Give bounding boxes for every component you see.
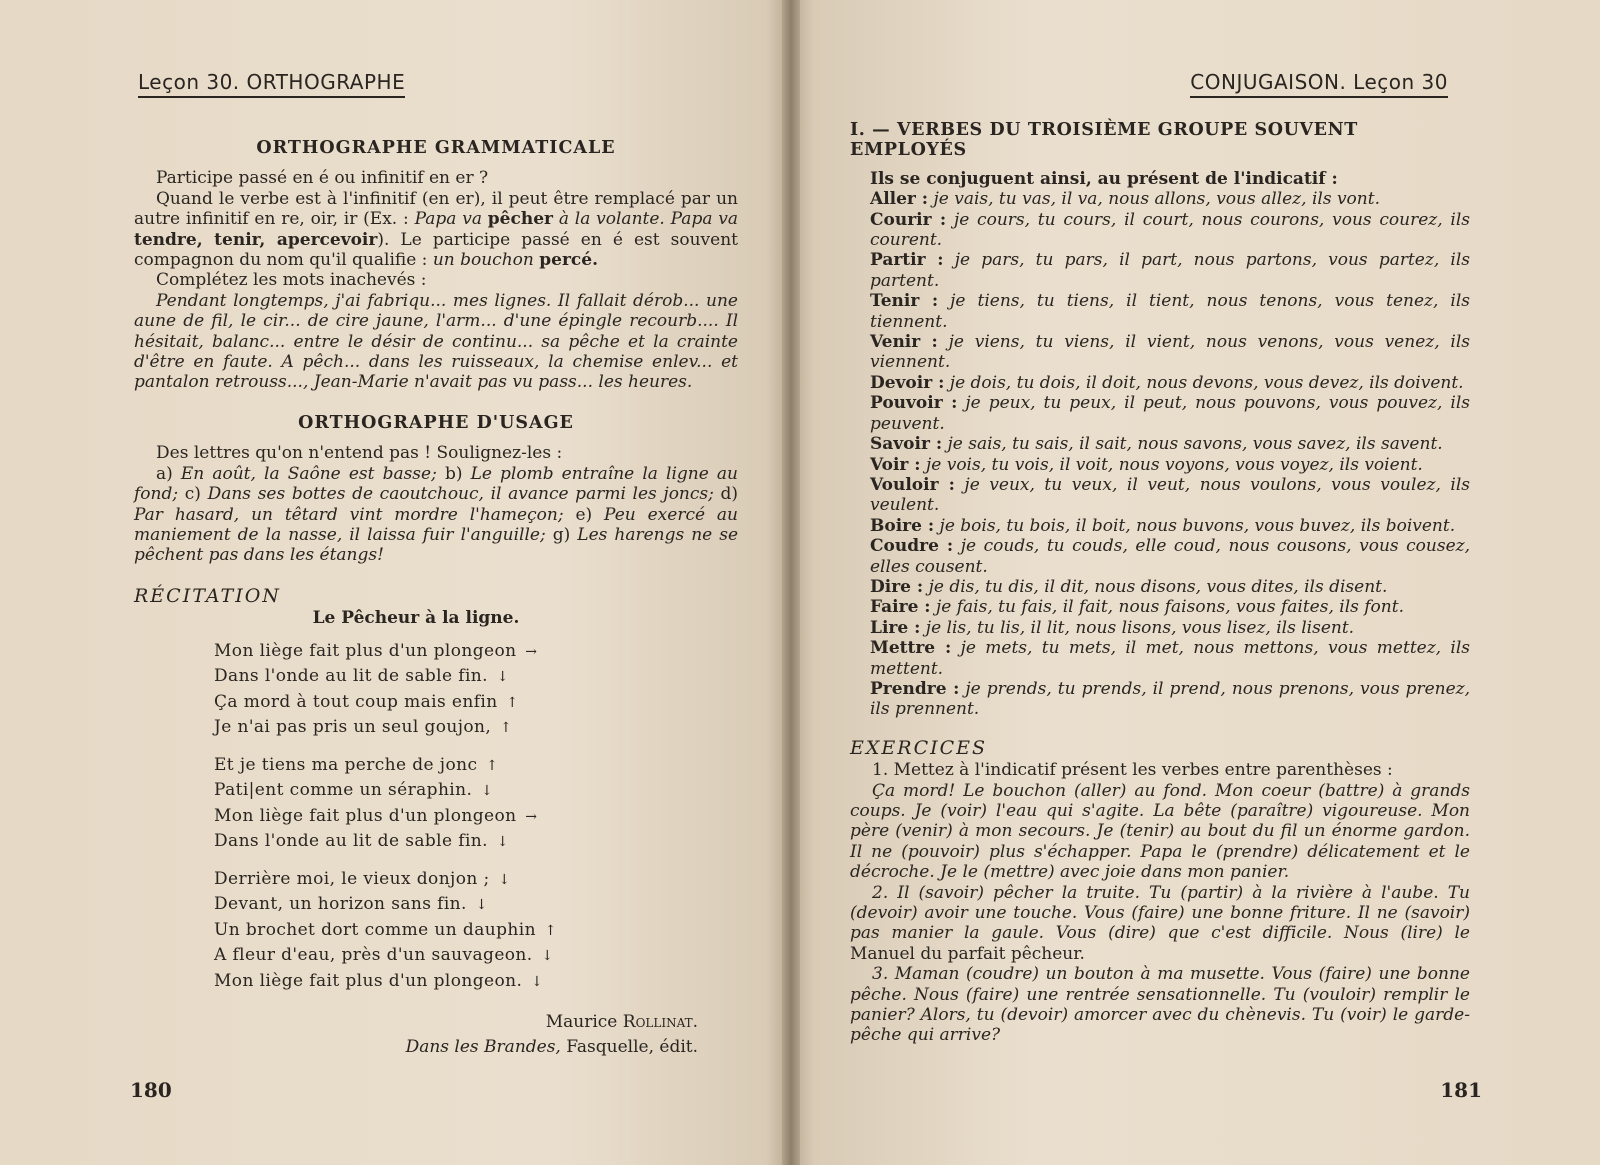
verb-conjugation: Faire : je fais, tu fais, il fait, nous faisons, vous faites, ils font.: [870, 597, 1404, 618]
arrow-right-icon: →: [525, 643, 538, 660]
rule-text-d: ). Le participe passé en é est souvent compagnon du nom qu'il qualifie :: [134, 229, 738, 271]
arrow-down-icon: ↓: [498, 871, 511, 888]
arrow-down-icon: ↓: [475, 897, 488, 914]
poem-verse: Ça mord à tout coup mais enfin ↑: [214, 690, 738, 716]
rule-text-e: percé.: [539, 250, 598, 271]
poem-verse: Devant, un horizon sans fin. ↓: [214, 892, 738, 918]
poem-verse: Pati|ent comme un séraphin. ↓: [214, 778, 738, 804]
verb-conjugation: Prendre : je prends, tu prends, il prend, nous prenons, vous prenez, ils prennent.: [870, 678, 1470, 720]
poem-verse: A fleur d'eau, près d'un sauvageon. ↓: [214, 943, 738, 969]
poem-verse: Mon liège fait plus d'un plongeon. ↓: [214, 969, 738, 995]
left-page: [0, 0, 790, 1165]
verb-conjugation: Venir : je viens, tu viens, il vient, nous venons, vous venez, ils viennent.: [870, 332, 1471, 373]
rule-text-b: pêcher: [487, 209, 553, 230]
rule-question: Participe passé en é ou infinitif en er ?: [156, 168, 489, 189]
book-gutter: [782, 0, 800, 1165]
verb-conjugation: Partir : je pars, tu pars, il part, nous partons, vous partez, ils partent.: [870, 250, 1470, 291]
rule-example-2: à la volante. Papa va: [558, 209, 739, 230]
exercise-3: 3. Maman (coudre) un bouton à ma musette. Vous (faire) une bonne pêche. Nous (faire) une rentrée sensationnelle. Tu (vouloir) remplir le panier? Alors, tu (devoir) amorcer avec du chènevis. Tu (voir) le garde-pêche qui arrive?: [850, 964, 1470, 1046]
rule-text-c: tendre, tenir, apercevoir: [134, 229, 378, 250]
usage-label: b): [444, 463, 463, 484]
verb-conjugation: Devoir : je dois, tu dois, il doit, nous devons, vous devez, ils doivent.: [870, 372, 1464, 393]
poem-verse: Derrière moi, le vieux donjon ; ↓: [214, 867, 738, 893]
arrow-down-icon: ↓: [481, 783, 494, 800]
verb-conjugation: Vouloir : je veux, tu veux, il veut, nous voulons, vous voulez, ils veulent.: [870, 474, 1471, 516]
usage-label: d): [720, 484, 739, 505]
exercise-1-text: Ça mord! Le bouchon (aller) au fond. Mon coeur (battre) à grands coups. Je (voir) l'eau qui s'agite. La bête (paraître) vigoureuse. Mon père (venir) à mon secours. Je (tenir) au bout du fil un énorme gardon. Il ne (pouvoir) plus s'échapper. Papa le (prendre) délicatement et le décroche. Je le (mettre) avec joie dans mon panier.: [850, 780, 1470, 883]
poem-attribution: [134, 1010, 698, 1060]
arrow-up-icon: ↑: [486, 757, 499, 774]
poem-verse: Un brochet dort comme un dauphin ↑: [214, 918, 738, 944]
poem-verse: Dans l'onde au lit de sable fin. ↓: [214, 829, 738, 855]
rule-example-1: Papa va: [414, 209, 482, 230]
rule-paragraph: [134, 189, 738, 271]
verb-conjugation: Lire : je lis, tu lis, il lit, nous lisons, vous lisez, ils lisent.: [870, 617, 1355, 638]
exercise-instruction: Complétez les mots inachevés :: [156, 270, 427, 291]
poem-stanza-1: [214, 639, 738, 741]
usage-label: g): [552, 524, 571, 545]
poem-source: Dans les Brandes, Fasquelle, édit.: [405, 1037, 698, 1058]
conjugation-intro: Ils se conjuguent ainsi, au présent de l'indicatif :: [870, 168, 1338, 189]
verb-conjugation: Tenir : je tiens, tu tiens, il tient, nous tenons, vous tenez, ils tiennent.: [870, 291, 1471, 332]
arrow-down-icon: ↓: [541, 948, 554, 965]
arrow-up-icon: ↑: [506, 694, 519, 711]
poem-title: Le Pêcheur à la ligne.: [312, 608, 520, 629]
verb-conjugation: Dire : je dis, tu dis, il dit, nous disons, vous dites, ils disent.: [870, 576, 1388, 597]
arrow-down-icon: ↓: [531, 973, 544, 990]
verb-conjugation: Boire : je bois, tu bois, il boit, nous buvons, vous buvez, ils boivent.: [870, 515, 1456, 536]
poem-verse: Mon liège fait plus d'un plongeon →: [214, 804, 738, 830]
verb-conjugation: Voir : je vois, tu vois, il voit, nous voyons, vous voyez, ils voient.: [870, 454, 1423, 475]
usage-label: e): [575, 504, 593, 525]
right-page: [790, 0, 1600, 1165]
arrow-up-icon: ↑: [499, 720, 513, 737]
rule-example-3: un bouchon: [432, 250, 534, 271]
usage-sentence: En août, la Saône est basse;: [180, 463, 437, 484]
rule-text-a: Quand le verbe est à l'infinitif (en er), il peut être remplacé par un autre infinitif en re, oir, ir (Ex. :: [134, 188, 738, 230]
right-column: [850, 120, 1470, 1046]
poem-verse: Je n'ai pas pris un seul goujon, ↑: [214, 715, 738, 741]
poem-verse: Et je tiens ma perche de jonc ↑: [214, 753, 738, 779]
exercise-text: Pendant longtemps, j'ai fabriqu... mes lignes. Il fallait dérob... une aune de fil, le cir... de cire jaune, l'arm... d'une épingle recourb.... Il hésitait, balanc... entre le désir de continu... sa pêche et la crainte d'être en faute. A pêch... dans les ruisseaux, la chemise enlev... et pantalon retrouss..., Jean-Marie n'avait pas vu pass... les heures.: [134, 290, 738, 393]
verb-conjugation: Aller : je vais, tu vas, il va, nous allons, vous allez, ils vont.: [870, 189, 1380, 210]
verb-conjugation: Savoir : je sais, tu sais, il sait, nous savons, vous savez, ils savent.: [870, 434, 1443, 455]
verb-conjugation: Courir : je cours, tu cours, il court, nous courons, vous courez, ils courent.: [870, 209, 1471, 251]
usage-sentence: Par hasard, un têtard vint mordre l'hameçon;: [134, 504, 564, 525]
verb-conjugation: Coudre : je couds, tu couds, elle coud, nous cousons, vous cousez, elles cousent.: [870, 536, 1470, 577]
arrow-down-icon: ↓: [496, 669, 509, 686]
section-title-grammaticale: ORTHOGRAPHE GRAMMATICALE: [256, 138, 616, 158]
verb-conjugation: Pouvoir : je peux, tu peux, il peut, nous pouvons, vous pouvez, ils peuvent.: [870, 393, 1470, 434]
exercise-2: 2. Il (savoir) pêcher la truite. Tu (partir) à la rivière à l'aube. Tu (devoir) avoir une touche. Vous (faire) une bonne friture. Il ne (savoir) pas manier la gaule. Vous (dire) que c'est difficile. Nous (lire) le Manuel du parfait pêcheur.: [850, 882, 1470, 964]
exercises-heading: EXERCICES: [850, 736, 988, 759]
section-title-usage: ORTHOGRAPHE D'USAGE: [298, 412, 574, 433]
recitation-heading: RÉCITATION: [134, 584, 281, 607]
usage-sentence: Les harengs ne se pêchent pas dans les étangs!: [134, 524, 739, 566]
poem-stanza-3: [214, 867, 738, 995]
usage-label: a): [156, 463, 173, 484]
conjugation-section-title: I. — VERBES DU TROISIÈME GROUPE SOUVENT EMPLOYÉS: [850, 120, 1358, 161]
right-running-head: CONJUGAISON. Leçon 30: [1190, 70, 1448, 98]
left-page-number: 180: [130, 1078, 172, 1102]
arrow-right-icon: →: [525, 808, 538, 825]
usage-sentence: Dans ses bottes de caoutchouc, il avance parmi les joncs;: [207, 484, 714, 505]
right-page-number: 181: [1440, 1078, 1482, 1102]
poem-author: Maurice Rollinat.: [545, 1012, 698, 1033]
usage-sentences: [134, 464, 738, 566]
left-column: [134, 138, 738, 1060]
arrow-up-icon: ↑: [544, 922, 557, 939]
exercise-1-intro: 1. Mettez à l'indicatif présent les verbes entre parenthèses :: [872, 760, 1393, 781]
arrow-down-icon: ↓: [496, 834, 509, 851]
poem-stanza-2: [214, 753, 738, 855]
poem-verse: Dans l'onde au lit de sable fin. ↓: [214, 664, 738, 690]
verb-conjugation: Mettre : je mets, tu mets, il met, nous mettons, vous mettez, ils mettent.: [870, 638, 1471, 679]
usage-sentence: Peu exercé au maniement de la nasse, il laissa fuir l'anguille;: [134, 504, 739, 545]
poem-verse: Mon liège fait plus d'un plongeon →: [214, 639, 738, 665]
usage-sentence: Le plomb entraîne la ligne au fond;: [134, 463, 738, 505]
usage-instruction: Des lettres qu'on n'entend pas ! Soulignez-les :: [156, 443, 563, 464]
left-running-head: Leçon 30. ORTHOGRAPHE: [138, 70, 405, 98]
usage-label: c): [184, 484, 201, 505]
